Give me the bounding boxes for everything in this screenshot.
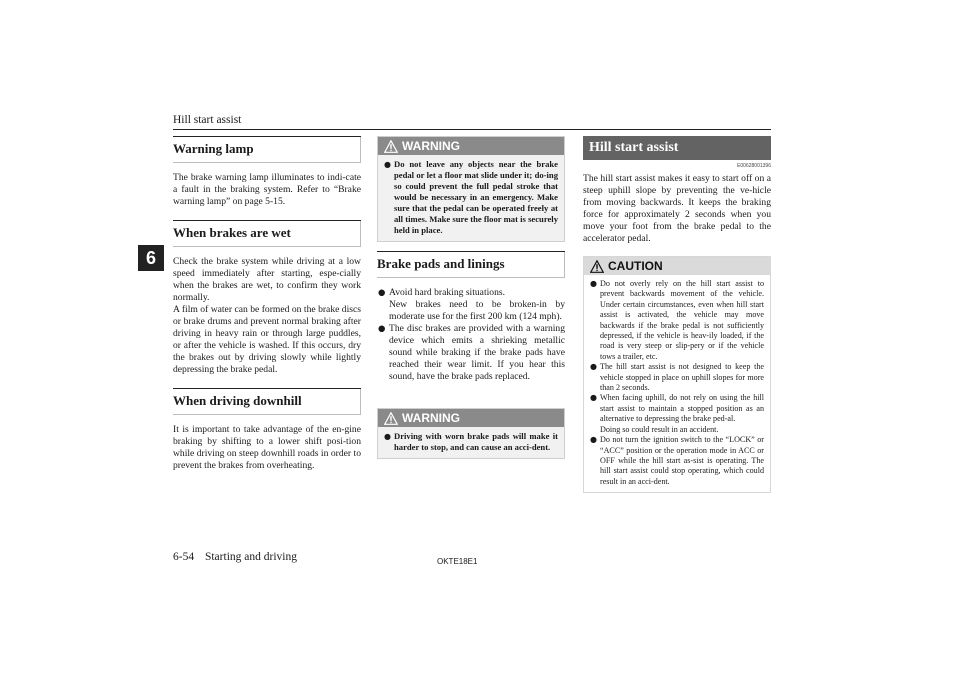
warning-box-header <box>378 137 564 155</box>
caution-item-text: Do not turn the ignition switch to the “LOCK” or “ACC” position or the operation mode in ACC or OFF while the hill start as-sist is operating. The hill start assist could stop operating, which could result in an acci-dent. <box>600 435 764 486</box>
downhill-text: It is important to take advantage of the en-gine braking by shifting to a lower shift posi-tion while driving on steep downhill roads in order to prevent the brakes from overheating. <box>173 424 361 471</box>
running-title: Hill start assist <box>173 114 242 126</box>
warning-item-text: Do not leave any objects near the brake pedal or let a floor mat slide under it; do-ing so could prevent the full pedal stroke that would be necessary in an emergency. Make sure that the pedal can be operated freely at all times. Make sure the floor mat is securely held in place. <box>394 159 558 235</box>
caution-item <box>590 279 764 362</box>
bullet: ● <box>384 432 391 441</box>
hill-start-intro: The hill start assist makes it easy to start off on a steep uphill slope by preventing the ve-hicle from moving backwards. It keeps the braking force for approximately 2 seconds when you move your foot from the brake pedal to the accelerator pedal. <box>583 173 771 244</box>
footer-page-info <box>173 551 305 563</box>
brake-pads-item <box>377 287 565 323</box>
caution-box <box>583 256 771 493</box>
caution-item <box>590 393 764 435</box>
caution-item-extra: Doing so could result in an accident. <box>600 424 719 434</box>
brake-pads-item-1-line1: Avoid hard braking situations. <box>389 287 505 298</box>
bullet: ● <box>378 324 386 334</box>
caution-item-text: The hill start assist is not designed to keep the vehicle stopped in place on uphill slopes for more than 2 seconds. <box>600 362 764 393</box>
warning-triangle-icon <box>384 412 398 425</box>
warning-item-text: Driving with worn brake pads will make it harder to stop, and can cause an acci-dent. <box>394 431 558 452</box>
brakes-wet-text-2: A film of water can be formed on the brake discs or brake drums and prevent normal braking after driving in heavy rain or through large puddles, or after the vehicle is washed. If this occurs, dry the brakes out by driving slowly while lightly depressing the brake pedal. <box>173 304 361 375</box>
warning-box-floor-mat <box>377 136 565 242</box>
warning-lamp-text: The brake warning lamp illuminates to indi-cate a fault in the braking system. Refer to “Brake warning lamp” on page 5-15. <box>173 172 361 207</box>
brake-pads-item <box>377 323 565 383</box>
warning-item <box>384 431 558 453</box>
column-left <box>173 136 361 472</box>
brakes-wet-text-1: Check the brake system while driving at a low speed immediately after starting, espe-cially when the brakes are wet, to confirm they work normally. <box>173 256 361 303</box>
section-heading-brakes-wet: When brakes are wet <box>173 220 361 247</box>
caution-item <box>590 435 764 487</box>
caution-item <box>590 362 764 393</box>
bullet: ● <box>378 288 386 298</box>
warning-label: WARNING <box>402 411 460 425</box>
footer-section-name: Starting and driving <box>204 551 297 563</box>
footer-doc-code: OKTE18E1 <box>437 557 478 566</box>
warning-box-body <box>378 155 564 241</box>
bullet: ● <box>590 393 597 403</box>
section-banner-hill-start-assist: Hill start assist <box>583 136 771 160</box>
header-rule <box>173 129 771 130</box>
warning-box-worn-pads <box>377 408 565 459</box>
bullet: ● <box>384 160 391 169</box>
warning-box-header <box>378 409 564 427</box>
column-right <box>583 136 771 493</box>
page-number: 6-54 <box>173 551 195 563</box>
chapter-tab: 6 <box>138 245 164 271</box>
warning-item <box>384 159 558 236</box>
warning-label: WARNING <box>402 139 460 153</box>
bullet: ● <box>590 362 597 372</box>
bullet: ● <box>590 435 597 445</box>
brake-pads-item-2-text: The disc brakes are provided with a warning device which emits a shrieking metallic sound while braking if the brake pads have reached their wear limit. If you hear this sound, have the brake pads replaced. <box>389 323 565 382</box>
section-heading-downhill: When driving downhill <box>173 388 361 415</box>
caution-label: CAUTION <box>608 259 663 273</box>
column-middle <box>377 136 565 459</box>
caution-box-header <box>584 257 770 275</box>
caution-item-text: When facing uphill, do not rely on using the hill start assist to maintain a stopped position as an alternative to depressing the brake ped-al. <box>600 393 764 424</box>
warning-triangle-icon <box>384 140 398 153</box>
caution-item-text: Do not overly rely on the hill start assist to prevent backwards movement of the vehicle. Under certain circumstances, even when hill start assist is activated, the vehicle may move backwards if the brake pedal is not sufficiently depressed, if the vehicle is heav-ily loaded, if the road is very steep or slip-pery or if the vehicle tows a trailer, etc. <box>600 279 764 361</box>
section-code: E00628001396 <box>737 163 771 169</box>
warning-box-body <box>378 427 564 458</box>
section-heading-brake-pads: Brake pads and linings <box>377 251 565 278</box>
brake-pads-item-1-line2: New brakes need to be broken-in by moderate use for the first 200 km (124 mph). <box>389 299 565 322</box>
section-heading-warning-lamp: Warning lamp <box>173 136 361 163</box>
caution-triangle-icon <box>590 260 604 273</box>
bullet: ● <box>590 279 597 288</box>
caution-box-body <box>584 275 770 492</box>
